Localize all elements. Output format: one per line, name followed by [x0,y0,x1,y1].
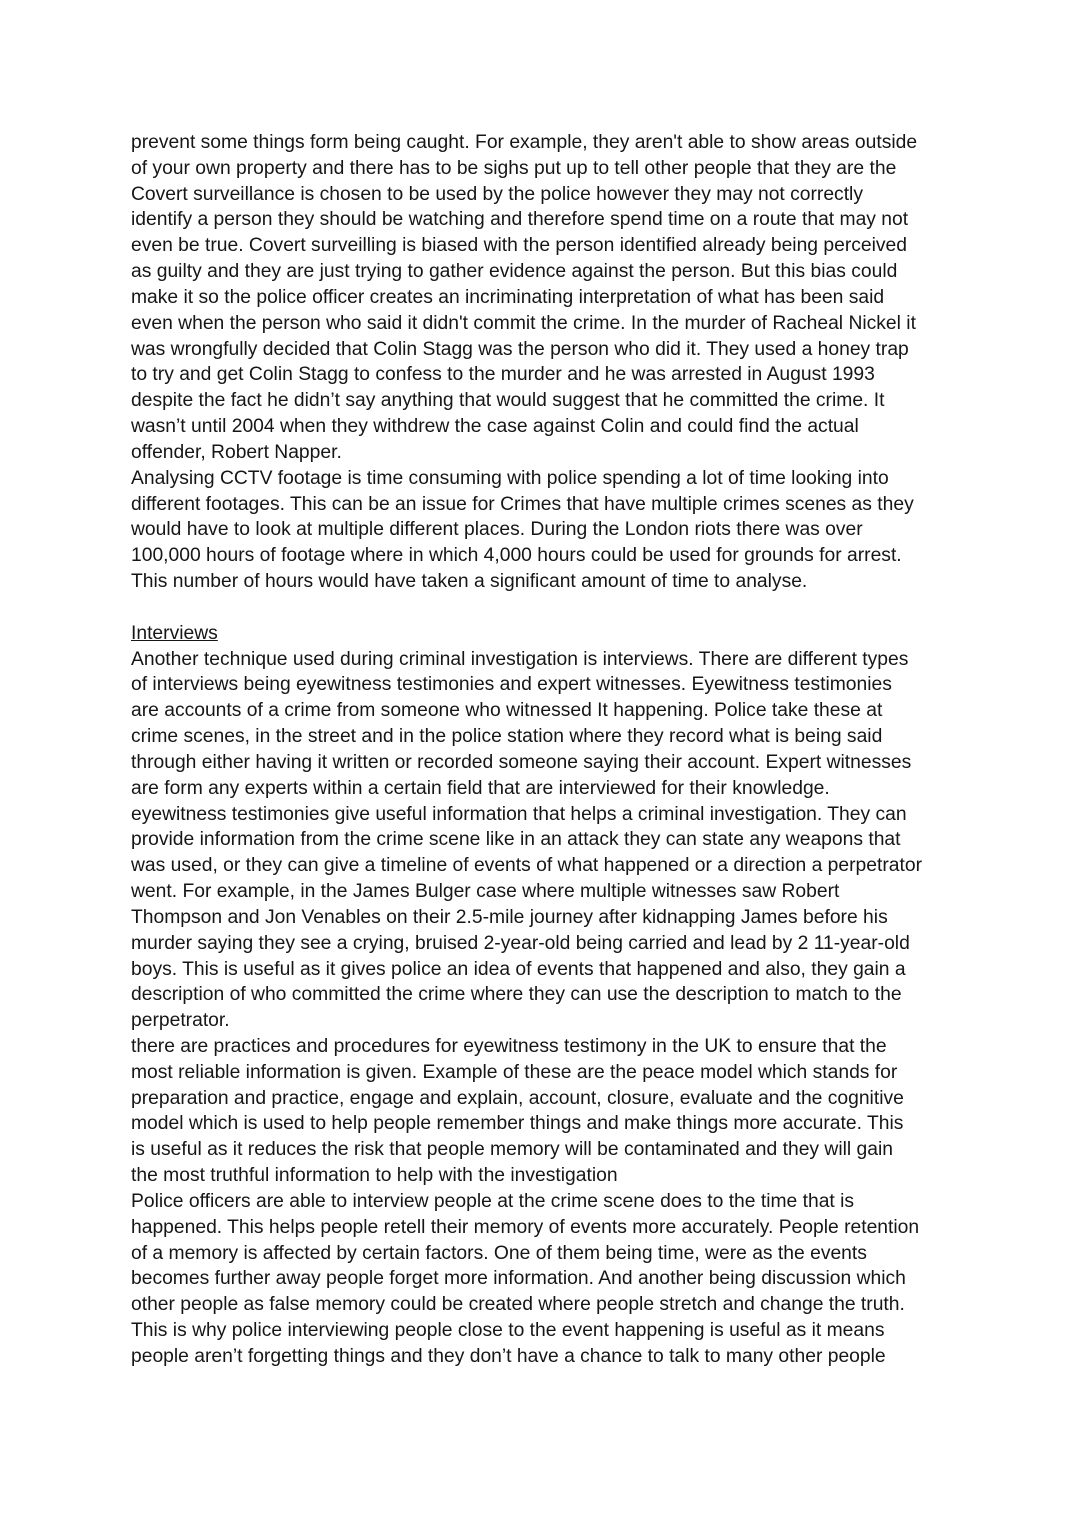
text-line: most reliable information is given. Example of these are the peace model which stands for [131,1061,898,1083]
text-line: 100,000 hours of footage where in which 4,000 hours could be used for grounds for arrest. [131,545,902,567]
text-line: was wrongfully decided that Colin Stagg was the person who did it. They used a honey trap [131,338,909,360]
blank-line [131,595,971,621]
text-line: boys. This is useful as it gives police an idea of events that happened and also, they gain a [131,958,906,980]
text-line: wasn’t until 2004 when they withdrew the case against Colin and could find the actual [131,416,859,438]
text-line: Analysing CCTV footage is time consuming with police spending a lot of time looking into [131,467,889,489]
text-line: eyewitness testimonies give useful information that helps a criminal investigation. They can [131,803,907,825]
text-line: of interviews being eyewitness testimonies and expert witnesses. Eyewitness testimonies [131,674,892,696]
text-line: This number of hours would have taken a significant amount of time to analyse. [131,571,808,593]
text-line: Another technique used during criminal investigation is interviews. There are different types [131,648,909,670]
text-line: happened. This helps people retell their memory of events more accurately. People retention [131,1216,920,1238]
text-line: identify a person they should be watching and therefore spend time on a route that may not [131,209,909,231]
text-line: model which is used to help people remember things and make things more accurate. This [131,1113,904,1135]
text-line: Thompson and Jon Venables on their 2.5-mile journey after kidnapping James before his [131,906,888,928]
text-line: make it so the police officer creates an incriminating interpretation of what has been said [131,286,885,308]
text-line: perpetrator. [131,1010,230,1032]
document-body [131,130,971,1370]
text-line: offender, Robert Napper. [131,441,342,463]
text-line: as guilty and they are just trying to gather evidence against the person. But this bias could [131,261,898,283]
text-line: different footages. This can be an issue for Crimes that have multiple crimes scenes as they [131,493,914,515]
text-line: would have to look at multiple different places. During the London riots there was over [131,519,863,541]
text-line: even be true. Covert surveilling is biased with the person identified already being perceived [131,235,907,257]
text-line: of your own property and there has to be sighs put up to tell other people that they are the [131,157,897,179]
text-line: becomes further away people forget more information. And another being discussion which [131,1268,906,1290]
text-line: there are practices and procedures for eyewitness testimony in the UK to ensure that the [131,1035,887,1057]
text-line: even when the person who said it didn't commit the crime. In the murder of Racheal Nickel it [131,312,916,334]
text-line: despite the fact he didn’t say anything that would suggest that he committed the crime. It [131,390,885,412]
text-line: the most truthful information to help with the investigation [131,1165,618,1187]
text-line: provide information from the crime scene like in an attack they can state any weapons that [131,829,901,851]
text-line: to try and get Colin Stagg to confess to the murder and he was arrested in August 1993 [131,364,875,386]
text-line: through either having it written or recorded someone saying their account. Expert witnesses [131,751,912,773]
section-heading-interviews: Interviews [131,622,218,644]
text-line: This is why police interviewing people close to the event happening is useful as it means [131,1320,885,1342]
text-line: crime scenes, in the street and in the police station where they record what is being said [131,726,883,748]
text-line: went. For example, in the James Bulger case where multiple witnesses saw Robert [131,881,840,903]
text-line: was used, or they can give a timeline of events of what happened or a direction a perpetrator [131,855,923,877]
text-line: is useful as it reduces the risk that people memory will be contaminated and they will gain [131,1139,893,1161]
text-line: people aren’t forgetting things and they don’t have a chance to talk to many other people [131,1345,886,1367]
text-line: prevent some things form being caught. For example, they aren't able to show areas outside [131,132,918,153]
text-line: Covert surveillance is chosen to be used by the police however they may not correctly [131,183,863,205]
text-line: preparation and practice, engage and explain, account, closure, evaluate and the cognitive [131,1087,904,1109]
text-line: other people as false memory could be created where people stretch and change the truth. [131,1294,905,1316]
text-line: Police officers are able to interview people at the crime scene does to the time that is [131,1190,855,1212]
text-line: murder saying they see a crying, bruised 2-year-old being carried and lead by 2 11-year-old [131,932,910,954]
text-line: are accounts of a crime from someone who witnessed It happening. Police take these at [131,700,883,722]
text-line: description of who committed the crime where they can use the description to match to the [131,984,902,1006]
text-line: are form any experts within a certain field that are interviewed for their knowledge. [131,777,830,799]
text-line: of a memory is affected by certain factors. One of them being time, were as the events [131,1242,867,1264]
